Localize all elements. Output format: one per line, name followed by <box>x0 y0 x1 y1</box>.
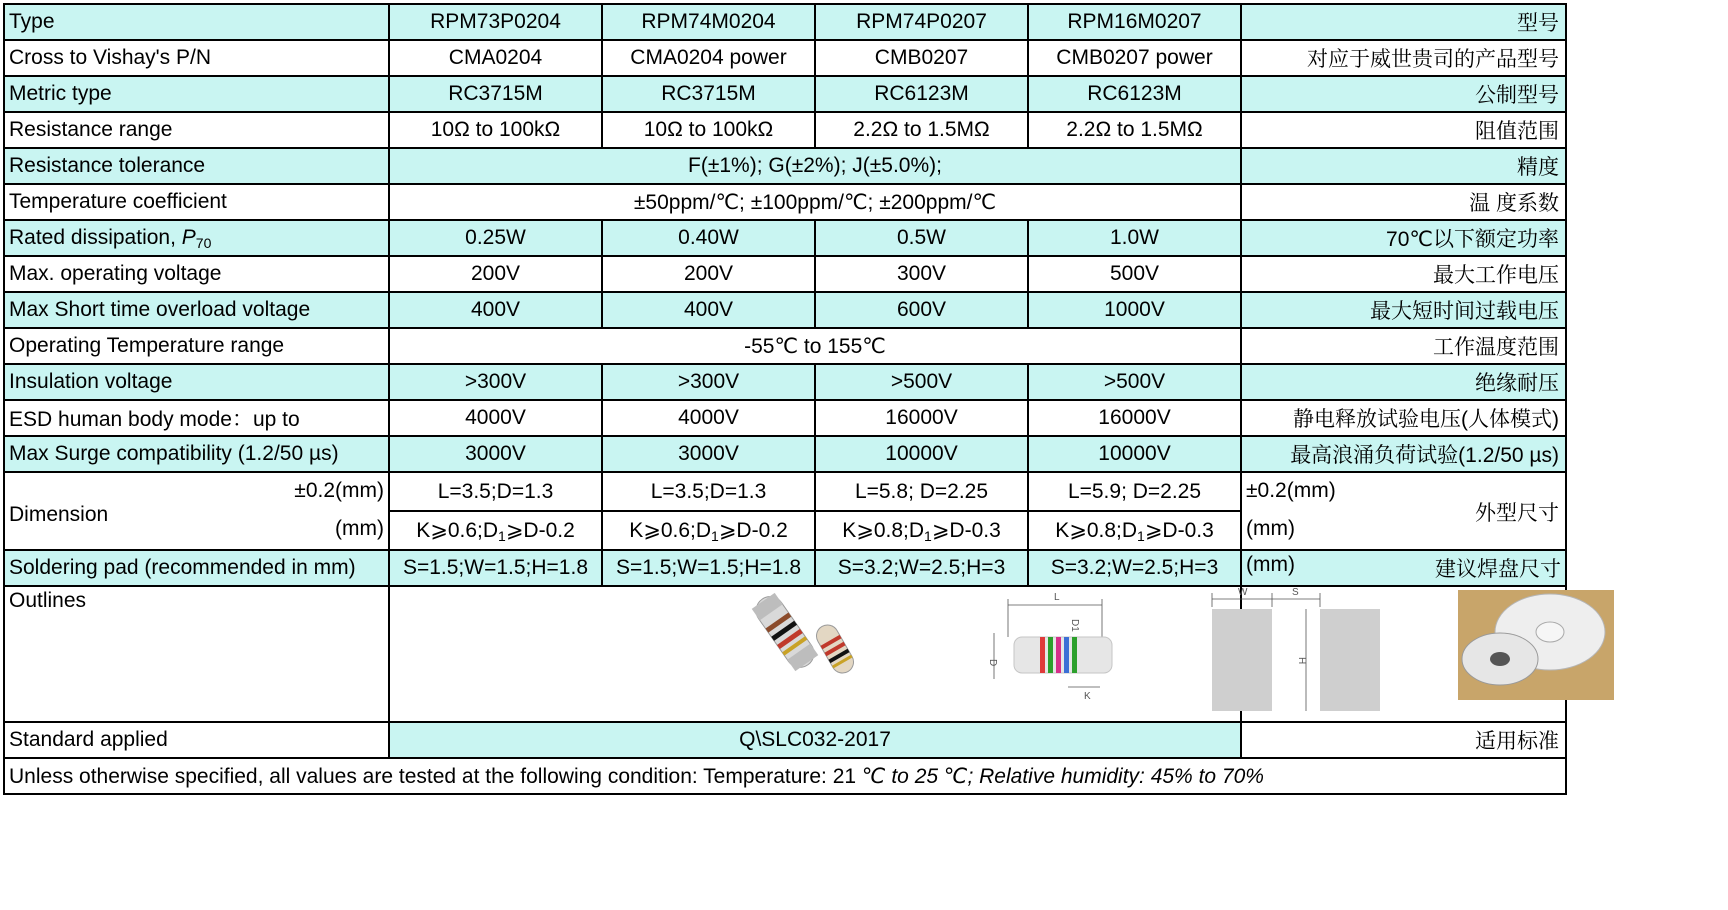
overload-label: Max Short time overload voltage <box>4 292 389 328</box>
footer-normal: Unless otherwise specified, all values are tested at the following condition: Temperature: 21 <box>9 764 862 788</box>
dissipation-label-sub: 70 <box>195 234 212 251</box>
dissipation-label <box>4 220 389 256</box>
surge-4: 10000V <box>1028 436 1241 472</box>
row-outlines <box>4 586 1566 722</box>
resistance-cn: 阻值范围 <box>1241 112 1566 148</box>
resistance-1: 10Ω to 100kΩ <box>389 112 602 148</box>
dimension-col-3 <box>815 472 1028 550</box>
resistance-3: 2.2Ω to 1.5MΩ <box>815 112 1028 148</box>
dimension-col-4 <box>1028 472 1241 550</box>
row-standard <box>4 722 1566 758</box>
esd-3: 16000V <box>815 400 1028 436</box>
model-3: RPM74P0207 <box>815 4 1028 40</box>
optemp-value: -55℃ to 155℃ <box>389 328 1241 364</box>
overload-4: 1000V <box>1028 292 1241 328</box>
dimension-label: Dimension <box>9 503 109 526</box>
insulation-2: >300V <box>602 364 815 400</box>
colored-resistor <box>1014 637 1112 673</box>
pad-1: S=1.5;W=1.5;H=1.8 <box>389 550 602 586</box>
maxvolt-cn: 最大工作电压 <box>1241 256 1566 292</box>
insulation-label: Insulation voltage <box>4 364 389 400</box>
pad-cn-wrap <box>1246 553 1561 583</box>
insulation-3: >500V <box>815 364 1028 400</box>
row-optemp <box>4 328 1566 364</box>
resistor-photo <box>751 591 858 677</box>
cross-4: CMB0207 power <box>1028 40 1241 76</box>
tolerance-label: Resistance tolerance <box>4 148 389 184</box>
dimension-drawing-L: L <box>1054 592 1060 603</box>
dimension-ld-2: L=3.5;D=1.3 <box>603 473 814 512</box>
standard-cn: 适用标准 <box>1241 722 1566 758</box>
dissipation-label-text: Rated dissipation, <box>9 225 182 249</box>
footer-note <box>4 758 1566 794</box>
dimension-k-3-sub: 1 <box>924 528 932 544</box>
dimension-drawing-K: K <box>1084 691 1091 702</box>
row-dimension <box>4 472 1566 550</box>
esd-2: 4000V <box>602 400 815 436</box>
overload-cn: 最大短时间过载电压 <box>1241 292 1566 328</box>
optemp-label: Operating Temperature range <box>4 328 389 364</box>
surge-2: 3000V <box>602 436 815 472</box>
insulation-4: >500V <box>1028 364 1241 400</box>
dimension-ld-3: L=5.8; D=2.25 <box>816 473 1027 512</box>
dimension-k-2-sub: 1 <box>711 528 719 544</box>
insulation-1: >300V <box>389 364 602 400</box>
pad-3: S=3.2;W=2.5;H=3 <box>815 550 1028 586</box>
dissipation-4: 1.0W <box>1028 220 1241 256</box>
reel-photo <box>1458 590 1614 700</box>
outlines-label: Outlines <box>4 586 389 722</box>
dimension-tolerance: ±0.2(mm) <box>294 479 384 502</box>
spec-sheet <box>3 3 1565 825</box>
dimension-k-4-b: ⩾D-0.3 <box>1144 519 1214 542</box>
dimension-k-1-sub: 1 <box>498 528 506 544</box>
dimension-drawing-D: D <box>987 659 998 667</box>
dimension-k-3 <box>816 512 1027 549</box>
dimension-k-4-sub: 1 <box>1137 528 1145 544</box>
row-esd <box>4 400 1566 436</box>
outlines-svg <box>390 587 1307 715</box>
spec-table <box>3 3 1567 795</box>
row-tempcoef <box>4 184 1566 220</box>
outlines-images <box>389 586 1307 722</box>
cross-1: CMA0204 <box>389 40 602 76</box>
dimension-k-4 <box>1029 512 1240 549</box>
row-type <box>4 4 1566 40</box>
dimension-col-1 <box>389 472 602 550</box>
dimension-cn-tolerance: ±0.2(mm) <box>1246 479 1336 502</box>
esd-1: 4000V <box>389 400 602 436</box>
dimension-k-1 <box>390 512 601 549</box>
dimension-k-1-b: ⩾D-0.2 <box>505 519 575 542</box>
metric-cn: 公制型号 <box>1241 76 1566 112</box>
dimension-drawing-D1: D1 <box>1069 619 1080 632</box>
metric-label: Metric type <box>4 76 389 112</box>
dimension-ld-1: L=3.5;D=1.3 <box>390 473 601 512</box>
tolerance-value: F(±1%); G(±2%); J(±5.0%); <box>389 148 1241 184</box>
tempcoef-cn: 温 度系数 <box>1241 184 1566 220</box>
pad-label: Soldering pad (recommended in mm) <box>4 550 389 586</box>
maxvolt-2: 200V <box>602 256 815 292</box>
dimension-cn: 外型尺寸 <box>1475 502 1559 525</box>
type-cn: 型号 <box>1241 4 1566 40</box>
model-1: RPM73P0204 <box>389 4 602 40</box>
optemp-cn: 工作温度范围 <box>1241 328 1566 364</box>
insulation-cn: 绝缘耐压 <box>1241 364 1566 400</box>
maxvolt-label: Max. operating voltage <box>4 256 389 292</box>
resistance-2: 10Ω to 100kΩ <box>602 112 815 148</box>
resistance-label: Resistance range <box>4 112 389 148</box>
dissipation-cn: 70℃以下额定功率 <box>1241 220 1566 256</box>
cross-3: CMB0207 <box>815 40 1028 76</box>
maxvolt-3: 300V <box>815 256 1028 292</box>
cross-label: Cross to Vishay's P/N <box>4 40 389 76</box>
row-metric <box>4 76 1566 112</box>
resistance-4: 2.2Ω to 1.5MΩ <box>1028 112 1241 148</box>
dimension-k-3-b: ⩾D-0.3 <box>931 519 1001 542</box>
pad-2: S=1.5;W=1.5;H=1.8 <box>602 550 815 586</box>
tolerance-cn: 精度 <box>1241 148 1566 184</box>
pad-drawing-H: H <box>1296 657 1307 665</box>
surge-cn: 最高浪涌负荷试验(1.2/50 µs) <box>1241 436 1566 472</box>
esd-label: ESD human body mode：up to <box>4 400 389 436</box>
metric-2: RC3715M <box>602 76 815 112</box>
overload-3: 600V <box>815 292 1028 328</box>
dimension-k-1-a: K⩾0.6;D <box>416 519 499 542</box>
dimension-k-4-a: K⩾0.8;D <box>1055 519 1138 542</box>
row-maxvolt <box>4 256 1566 292</box>
standard-value: Q\SLC032-2017 <box>389 722 1241 758</box>
dimension-k-2 <box>603 512 814 549</box>
surge-label: Max Surge compatibility (1.2/50 µs) <box>4 436 389 472</box>
dissipation-1: 0.25W <box>389 220 602 256</box>
pad-cn-unit: (mm) <box>1246 553 1295 576</box>
dimension-ld-4: L=5.9; D=2.25 <box>1029 473 1240 512</box>
dimension-col-2 <box>602 472 815 550</box>
footer-italic: ℃ to 25 ℃; Relative humidity: 45% to 70% <box>861 764 1264 788</box>
surge-3: 10000V <box>815 436 1028 472</box>
surge-1: 3000V <box>389 436 602 472</box>
esd-cn: 静电释放试验电压(人体模式) <box>1241 400 1566 436</box>
dimension-k-2-a: K⩾0.6;D <box>629 519 712 542</box>
row-footer <box>4 758 1566 794</box>
model-2: RPM74M0204 <box>602 4 815 40</box>
pad-4: S=3.2;W=2.5;H=3 <box>1028 550 1241 586</box>
dissipation-2: 0.40W <box>602 220 815 256</box>
pad-drawing-S: S <box>1292 587 1299 598</box>
row-pad <box>4 550 1566 586</box>
row-dissipation <box>4 220 1566 256</box>
tempcoef-label: Temperature coefficient <box>4 184 389 220</box>
dimension-cn-cell <box>1241 472 1566 550</box>
cross-cn: 对应于威世贵司的产品型号 <box>1241 40 1566 76</box>
row-surge <box>4 436 1566 472</box>
dimension-k-2-b: ⩾D-0.2 <box>718 519 788 542</box>
metric-4: RC6123M <box>1028 76 1241 112</box>
esd-4: 16000V <box>1028 400 1241 436</box>
dimension-cn-unit: (mm) <box>1246 517 1295 540</box>
type-label: Type <box>4 4 389 40</box>
maxvolt-1: 200V <box>389 256 602 292</box>
overload-1: 400V <box>389 292 602 328</box>
row-insulation <box>4 364 1566 400</box>
dimension-label-cell <box>4 472 389 550</box>
dimension-unit: (mm) <box>335 517 384 540</box>
pad-cn: 建议焊盘尺寸 <box>1435 558 1561 581</box>
standard-label: Standard applied <box>4 722 389 758</box>
overload-2: 400V <box>602 292 815 328</box>
row-tolerance <box>4 148 1566 184</box>
maxvolt-4: 500V <box>1028 256 1241 292</box>
row-cross <box>4 40 1566 76</box>
pad-drawing-W: W <box>1238 587 1248 598</box>
metric-1: RC3715M <box>389 76 602 112</box>
row-overload <box>4 292 1566 328</box>
tempcoef-value: ±50ppm/℃; ±100ppm/℃; ±200ppm/℃ <box>389 184 1241 220</box>
dissipation-3: 0.5W <box>815 220 1028 256</box>
cross-2: CMA0204 power <box>602 40 815 76</box>
metric-3: RC6123M <box>815 76 1028 112</box>
pad-cn-cell <box>1241 550 1566 586</box>
row-resistance <box>4 112 1566 148</box>
dimension-k-3-a: K⩾0.8;D <box>842 519 925 542</box>
model-4: RPM16M0207 <box>1028 4 1241 40</box>
dissipation-label-symbol: P <box>181 225 196 249</box>
